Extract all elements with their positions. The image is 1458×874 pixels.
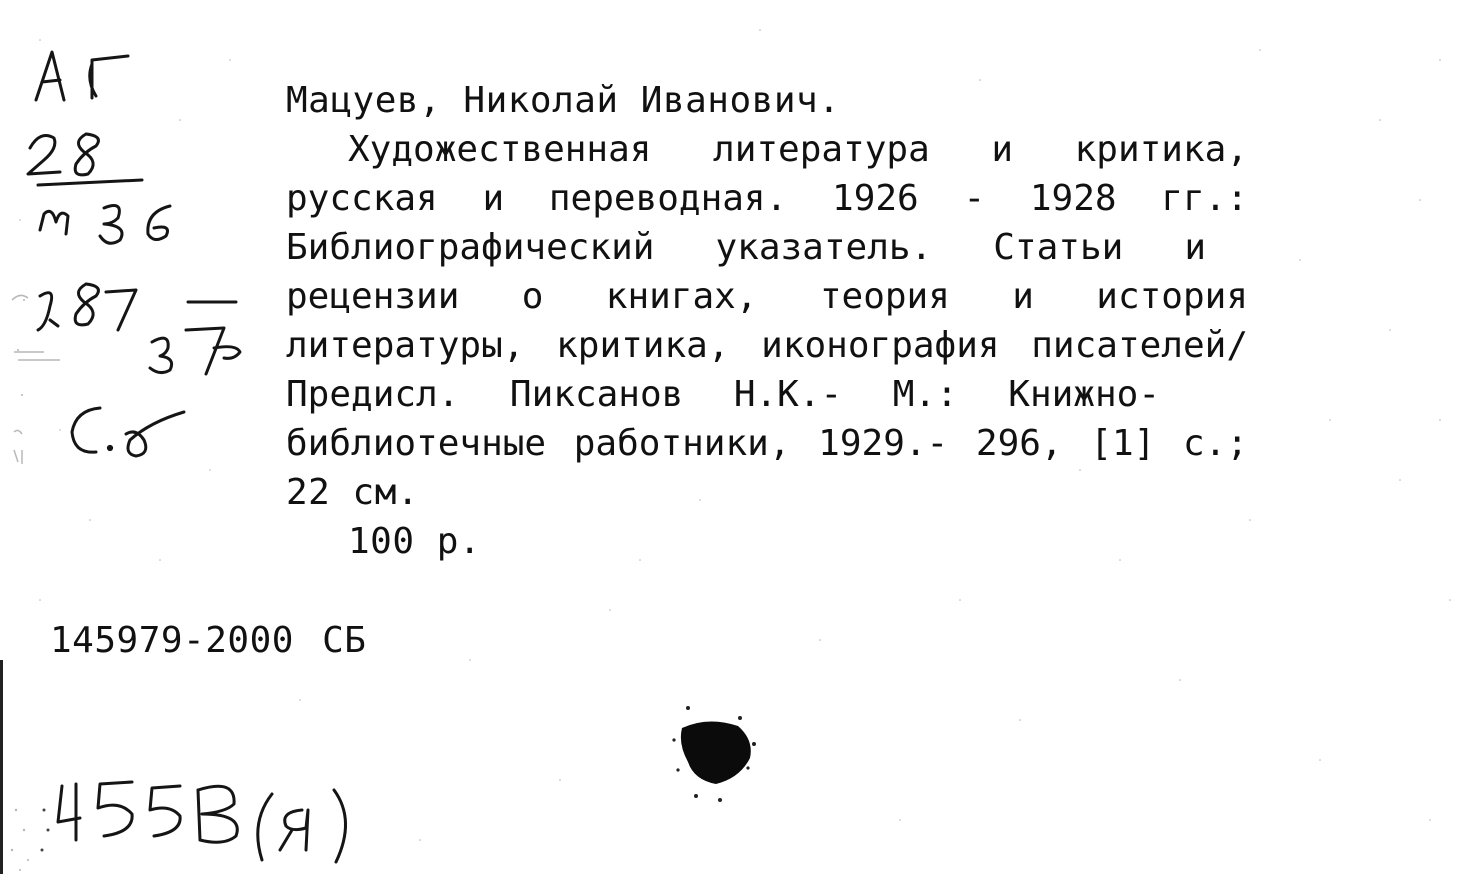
body-line-6: Предисл. Пиксанов Н.К.- М.: Книжно- bbox=[286, 374, 1160, 415]
body-line-1: Художественная литература и критика, bbox=[348, 129, 1248, 170]
body-line-3: Библиографический указатель. Статьи и bbox=[286, 227, 1206, 268]
body-line-8: 22 см. bbox=[286, 472, 420, 513]
body-line-5: литературы, критика, иконография писателей/ bbox=[286, 325, 1248, 366]
price: 100 р. bbox=[348, 521, 482, 562]
body-line-2: русская и переводная. 1926 - 1928 гг.: bbox=[286, 178, 1248, 219]
handwritten-shelf-mark bbox=[0, 30, 260, 550]
handwritten-bottom-code bbox=[40, 770, 420, 874]
body-line-7: библиотечные работники, 1929.- 296, [1] с.; bbox=[286, 423, 1248, 464]
body-line-4: рецензии о книгах, теория и история bbox=[286, 276, 1248, 317]
author-heading: Мацуев, Николай Иванович. bbox=[286, 80, 841, 121]
card-left-edge bbox=[0, 660, 3, 874]
inventory-number: 145979-2000 СБ bbox=[50, 620, 367, 661]
punch-hole bbox=[668, 700, 768, 810]
